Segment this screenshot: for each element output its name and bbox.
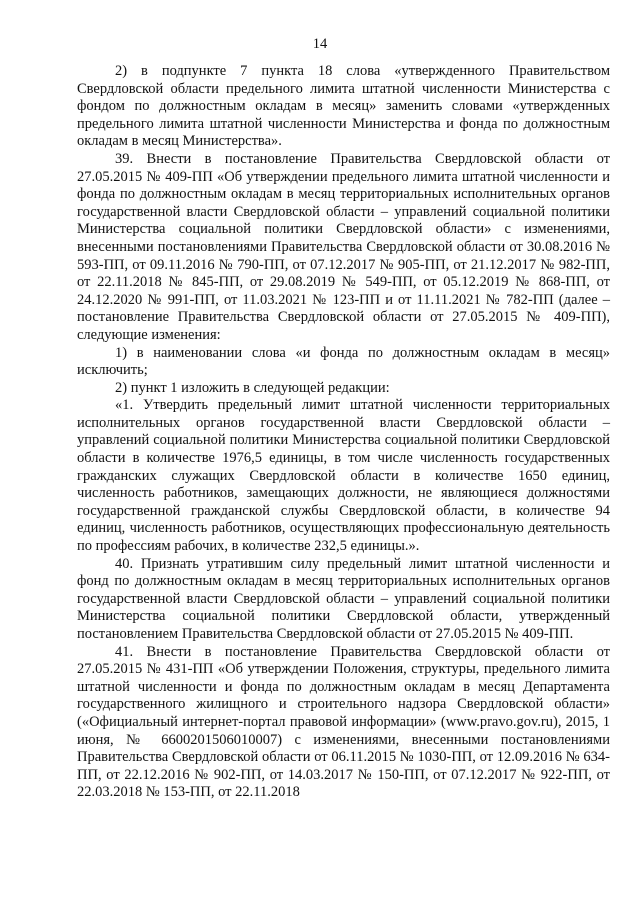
paragraph-39-item-2: 2) пункт 1 изложить в следующей редакции: [115, 379, 390, 396]
page-number: 14 [312, 36, 328, 52]
paragraph-39: 39. Внести в постановление Правительства Свердловской области от 27.05.2015 № 409-ПП «Об утверждении предельного лимита штатной численности и фонда по должностным окладам в месяц территориальных исполнительных органов государственной власти Свердловской области – управлений социальной политики Министерства социальной политики Свердловской области» с изменениями, внесенными постановлениями Правительства Свердловской области от 30.08.2016 № 593-ПП, от 09.11.2016 № 790-ПП, от 07.12.2017 № 905-ПП, от 21.12.2017 № 982-ПП, от 22.11.2018 № 845-ПП, от 29.08.2019 № 549-ПП, от 05.12.2019 № 868-ПП, от 24.12.2020 № 991-ПП, от 11.03.2021 № 123-ПП и от 11.11.2021 № 782-ПП (далее – постановление Правительства Свердловской области от 27.05.2015 № 409-ПП), следующие изменения: [77, 150, 610, 343]
paragraph-41: 41. Внести в постановление Правительства Свердловской области от 27.05.2015 № 431-ПП «Об утверждении Положения, структуры, предельного лимита штатной численности и фонда по должностным окладам в месяц Департамента государственного жилищного и строительного надзора Свердловской области» («Официальный интернет-портал правовой информации» (www.pravo.gov.ru), 2015, 1 июня, № 6600201506010007) с изменениями, внесенными постановлениями Правительства Свердловской области от 06.11.2015 № 1030-ПП, от 12.09.2016 № 634-ПП, от 22.12.2016 № 902-ПП, от 14.03.2017 № 150-ПП, от 07.12.2017 № 922-ПП, от 22.03.2018 № 153-ПП, от 22.11.2018 [77, 643, 610, 801]
paragraph-40: 40. Признать утратившим силу предельный лимит штатной численности и фонд по должностным окладам в месяц территориальных исполнительных органов государственной власти Свердловской области – управлений социальной политики Министерства социальной политики Свердловской области, утвержденный постановлением Правительства Свердловской области от 27.05.2015 № 409-ПП. [77, 555, 610, 642]
document-body [77, 63, 610, 802]
paragraph-39-item-1: 1) в наименовании слова «и фонда по должностным окладам в месяц» исключить; [77, 344, 610, 379]
paragraph-39-new-clause-1: «1. Утвердить предельный лимит штатной численности территориальных исполнительных органов государственной власти Свердловской области – управлений социальной политики Министерства социальной политики Свердловской области в количестве 1976,5 единицы, в том числе численность государственных гражданских служащих Свердловской области в количестве 1650 единиц, численность работников, замещающих должности, не являющиеся должностями государственной гражданской службы Свердловской области, в количестве 94 единиц, численность работников, осуществляющих профессиональную деятельность по профессиям рабочих, в количестве 232,5 единицы.». [77, 397, 610, 555]
paragraph-2-subitem-7: 2) в подпункте 7 пункта 18 слова «утвержденного Правительством Свердловской области предельного лимита штатной численности Министерства с фондом по должностным окладам в месяц» заменить словами «утвержденных предельного лимита штатной численности Министерства и фонда по должностным окладам в месяц Министерства». [77, 63, 610, 150]
